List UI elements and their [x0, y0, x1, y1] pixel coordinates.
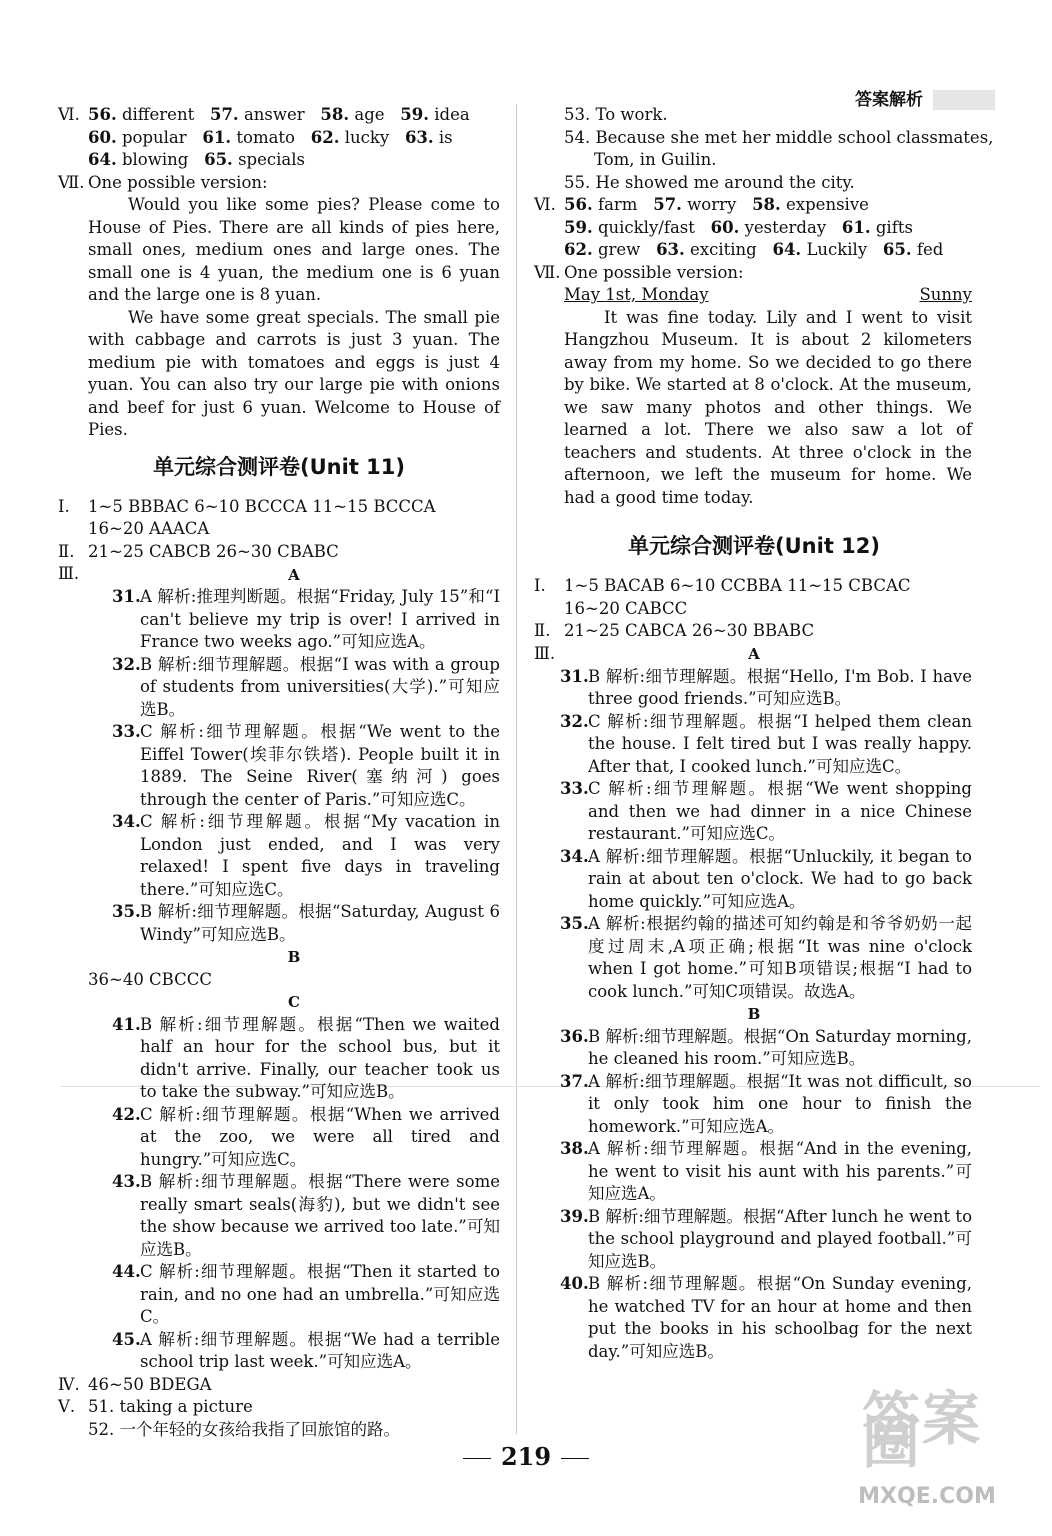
answer-key-line: 16~20 CABCC	[564, 598, 688, 618]
question-item: 37. A 解析:细节理解题。根据“It was not difficult, so it only took him one hour to finish the homework.”可知应选A。	[560, 1071, 972, 1136]
answer-key-line: Ⅱ. 21~25 CABCB 26~30 CBABC	[58, 541, 339, 561]
section-roman: Ⅲ.	[58, 564, 80, 583]
section-letter: B	[747, 1005, 761, 1023]
header-label: 答案解析	[855, 90, 923, 110]
answer-row: 59. quickly/fast 60. yesterday 61. gifts	[564, 217, 913, 237]
answer-row: Ⅵ. 56. farm 57. worry 58. expensive	[564, 194, 972, 217]
question-item: 43. B 解析:细节理解题。根据“There were some really smart seals(海豹), but we didn't see the show because we arrived too late.”可知应选B。	[112, 1172, 500, 1259]
question-item: 44. C 解析:细节理解题。根据“Then it started to rain, and no one had an umbrella.”可知应选C。	[112, 1262, 500, 1326]
answer-key-line: 55. He showed me around the city.	[564, 172, 855, 192]
right-column	[534, 104, 994, 1363]
answer-row: 62. grew 63. exciting 64. Luckily 65. fed	[564, 240, 944, 259]
question-item: 31. A 解析:推理判断题。根据“Friday, July 15”和“I can't believe my trip is over! I arrived in France two weeks ago.”可知应选A。	[112, 587, 500, 651]
page-dash	[561, 1458, 589, 1459]
question-item: 33. C 解析:细节理解题。根据“We went shopping and then we had dinner in a nice Chinese restaurant.”可知应选C。	[560, 779, 972, 843]
answer-row: 64. blowing 65. specials	[88, 150, 305, 169]
diary-weather: Sunny	[919, 285, 972, 304]
right-section-vi	[536, 194, 972, 262]
essay-paragraph: Would you like some pies? Please come to House of Pies. There are all kinds of pies here, small ones, medium ones and large ones. The small one is 4 yuan, the medium one is 6 yuan and the large one is 8 yuan.	[88, 195, 500, 304]
answer-key-line: Ⅰ. 1~5 BACAB 6~10 CCBBA 11~15 CBCAC	[534, 576, 911, 595]
roman-numeral: Ⅶ.	[58, 172, 85, 192]
watermark-site: MXQE.COM	[858, 1483, 996, 1509]
left-section-vii	[58, 172, 500, 442]
u12-questions-b	[536, 1026, 972, 1364]
question-item: 42. C 解析:细节理解题。根据“When we arrived at the zoo, we were all tired and hungry.”可知应选C。	[112, 1104, 500, 1169]
roman-numeral: Ⅵ.	[58, 105, 80, 124]
question-item: 45. A 解析:细节理解题。根据“We had a terrible school trip last week.”可知应选A。	[112, 1329, 500, 1371]
question-item: 39. B 解析:细节理解题。根据“After lunch he went to the school playground and played football.”可知应选B。	[560, 1206, 972, 1271]
answer-key-line: Ⅰ. 1~5 BBBAC 6~10 BCCCA 11~15 BCCCA	[58, 496, 436, 516]
section-letter: A	[748, 645, 760, 663]
question-item: 35. B 解析:细节理解题。根据“Saturday, August 6 Windy”可知应选B。	[112, 902, 500, 944]
answer-key-line: 53. To work.	[564, 105, 668, 124]
answer-key-line: Ⅳ. 46~50 BDEGA	[58, 1374, 212, 1394]
unit11-title: 单元综合测评卷(Unit 11)	[153, 454, 405, 479]
right-section-v-cont	[536, 104, 994, 194]
question-item: 32. C 解析:细节理解题。根据“I helped them clean the house. I felt tired but I was really happy. After that, I cooked lunch.”可知应选C。	[560, 711, 972, 776]
unit12-title: 单元综合测评卷(Unit 12)	[628, 534, 880, 558]
left-column	[58, 104, 500, 1441]
section-letter: A	[288, 565, 300, 584]
page-number-text: 219	[500, 1442, 552, 1471]
question-item: 41. B 解析:细节理解题。根据“Then we waited half an hour for the school bus, but it didn't arrive. Finally, our teacher took us to take the subway.”可知应选B。	[112, 1014, 500, 1101]
question-item: 34. C 解析:细节理解题。根据“My vacation in London just ended, and I was very relaxed! I spent five days in traveling there.”可知应选C。	[112, 812, 500, 899]
question-item: 40. B 解析:细节理解题。根据“On Sunday evening, he watched TV for an hour at home and then put the books in his schoolbag for the next day.”可知应选B。	[560, 1274, 972, 1361]
question-item: 31. B 解析:细节理解题。根据“Hello, I'm Bob. I have three good friends.”可知应选B。	[560, 666, 972, 708]
left-section-vi	[58, 104, 500, 172]
answer-row: 60. popular 61. tomato 62. lucky 63. is	[88, 127, 453, 147]
question-item: 33. C 解析:细节理解题。根据“We went to the Eiffel Tower(埃菲尔铁塔). People built it in 1889. The Seine River(塞纳河) goes through the center of Paris.”可知应选C。	[112, 722, 500, 809]
roman-numeral: Ⅶ.	[534, 262, 561, 282]
essay-intro: Ⅶ. One possible version:	[88, 172, 500, 195]
watermark-logo	[832, 1385, 1022, 1509]
right-section-vii	[536, 262, 972, 510]
u12-questions-a	[536, 666, 972, 1004]
column-divider	[516, 104, 517, 1434]
answer-row: Ⅵ. 56. different 57. answer 58. age 59. idea	[88, 104, 500, 127]
diary-header	[564, 284, 972, 307]
essay-intro: Ⅶ. One possible version:	[564, 262, 972, 285]
section-roman: Ⅲ.	[534, 643, 556, 663]
essay-paragraph: We have some great specials. The small pie with cabbage and carrots is just 3 yuan. The medium pie with tomatoes and eggs is just 4 yuan. You can also try our large pie with onions and beef for just 6 yuan. Welcome to House of Pies.	[88, 307, 500, 439]
answer-key-line: Ⅱ. 21~25 CABCA 26~30 BBABC	[534, 621, 815, 640]
question-item: 35. A 解析:根据约翰的描述可知约翰是和爷爷奶奶一起度过周末,A项正确;根据“It was nine o'clock when I got home.”可知B项错误;根据“I had to cook lunch.”可知C项错误。故选A。	[560, 914, 972, 1001]
question-item: 36. B 解析:细节理解题。根据“On Saturday morning, he cleaned his room.”可知应选B。	[560, 1026, 972, 1068]
answer-key-line: 36~40 CBCCC	[88, 969, 212, 989]
answer-key-line: Tom, in Guilin.	[594, 150, 717, 169]
question-item: 34. A 解析:细节理解题。根据“Unluckily, it began to rain at about ten o'clock. We had to go back home quickly.”可知应选A。	[560, 846, 972, 911]
question-item: 32. B 解析:细节理解题。根据“I was with a group of students from universities(大学).”可知应选B。	[112, 654, 500, 719]
diary-date: May 1st, Monday	[564, 285, 709, 304]
answer-key-line: Ⅴ. 51. taking a picture	[58, 1397, 253, 1416]
roman-numeral: Ⅵ.	[534, 195, 556, 214]
answer-key-line: 54. Because she met her middle school classmates,	[564, 127, 994, 147]
section-letter: C	[288, 993, 300, 1011]
essay-paragraph: It was fine today. Lily and I went to visit Hangzhou Museum. It is about 2 kilometers away from my home. So we decided to go there by bike. We started at 8 o'clock. At the museum, we saw many photos and other things. We learned a lot. There we also saw a lot of teachers and students. At three o'clock in the afternoon, we left the museum for home. We had a good time today.	[564, 307, 972, 507]
section-letter: B	[287, 948, 301, 966]
answer-key-line: 52. 一个年轻的女孩给我指了回旅馆的路。	[88, 1419, 400, 1439]
answer-key-line: 16~20 AAACA	[88, 519, 210, 538]
watermark-seal: 答案圈	[862, 1385, 983, 1476]
question-item: 38. A 解析:细节理解题。根据“And in the evening, he went to visit his aunt with his parents.”可知应选A。	[560, 1139, 972, 1203]
u11-questions-a	[88, 586, 500, 946]
u11-questions-c	[88, 1014, 500, 1374]
page-dash	[463, 1458, 491, 1459]
